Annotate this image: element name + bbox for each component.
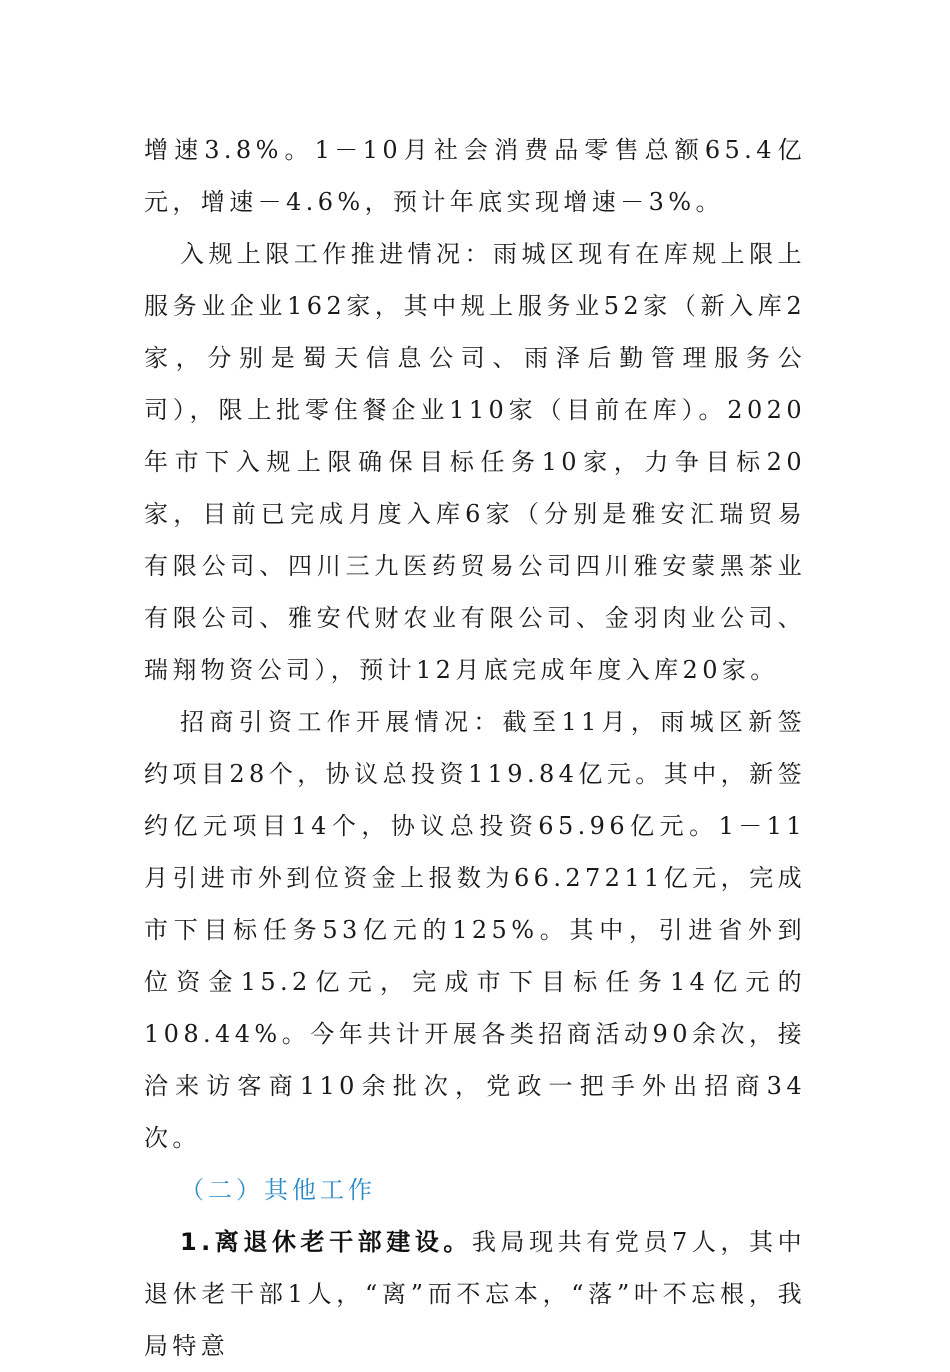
paragraph-investment-attraction: 招商引资工作开展情况：截至11月，雨城区新签约项目28个，协议总投资119.84亿元。其中，新签约亿元项目14个，协议总投资65.96亿元。1－11月引进市外到位资金上报数为66.27211亿元，完成市下目标任务53亿元的125%。其中，引进省外到位资金15.2亿元，完成市下目标任务14亿元的108.44%。今年共计开展各类招商活动90余次，接洽来访客商110余批次，党政一把手外出招商34次。 [144,708,806,1152]
paragraph-body-text: 我局现共有党员7人，其中退休老干部1人，“离”而不忘本，“落”叶不忘根，我局特意 [144,1228,806,1360]
section-heading: （二）其他工作 [180,1176,376,1204]
paragraph-enterprise-registration: 入规上限工作推进情况：雨城区现有在库规上限上服务业企业162家，其中规上服务业52家（新入库2家，分别是蜀天信息公司、雨泽后勤管理服务公司），限上批零住餐企业110家（目前在库）。2020年市下入规上限确保目标任务10家，力争目标20家，目前已完成月度入库6家（分别是雅安汇瑞贸易有限公司、四川三九医药贸易公司四川雅安蒙黑茶业有限公司、雅安代财农业有限公司、金羽肉业公司、瑞翔物资公司），预计12月底完成年度入库20家。 [144,240,806,684]
paragraph-retired-cadres [144,1216,806,1372]
paragraph-lead-title: 1.离退休老干部建设。 [180,1228,472,1256]
document-body [144,124,806,1372]
paragraph-retail-sales: 增速3.8%。1－10月社会消费品零售总额65.4亿元，增速－4.6%，预计年底实现增速－3%。 [144,136,806,216]
